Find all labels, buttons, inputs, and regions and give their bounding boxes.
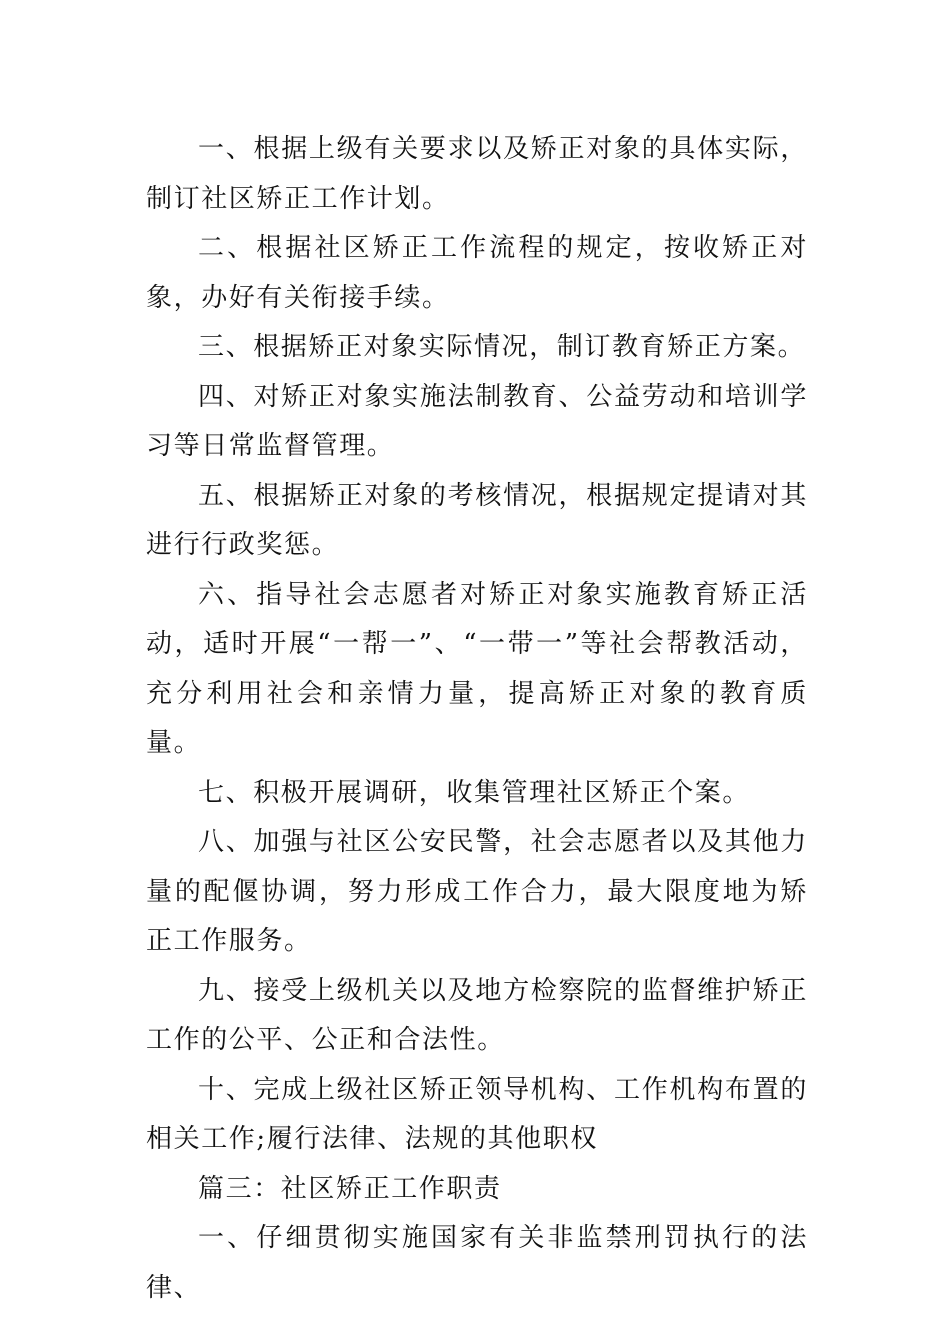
paragraph-6: 六、指导社会志愿者对矫正对象实施教育矫正活动，适时开展“一帮一”、“一带一”等社会帮教活动，充分利用社会和亲情力量，提高矫正对象的教育质量。 — [146, 579, 808, 758]
paragraph-5: 五、根据矫正对象的考核情况，根据规定提请对其进行行政奖惩。 — [146, 480, 808, 560]
paragraph-1: 一、根据上级有关要求以及矫正对象的具体实际，制订社区矫正工作计划。 — [146, 134, 808, 214]
paragraph-12: 一、仔细贯彻实施国家有关非监禁刑罚执行的法律、 — [146, 1223, 808, 1303]
paragraph-10: 十、完成上级社区矫正领导机构、工作机构布置的相关工作;履行法律、法规的其他职权 — [146, 1074, 808, 1154]
paragraph-9: 九、接受上级机关以及地方检察院的监督维护矫正工作的公平、公正和合法性。 — [146, 975, 808, 1055]
paragraph-4: 四、对矫正对象实施法制教育、公益劳动和培训学习等日常监督管理。 — [146, 381, 808, 461]
paragraph-3: 三、根据矫正对象实际情况，制订教育矫正方案。 — [198, 332, 806, 362]
document-body — [146, 125, 808, 1313]
paragraph-2: 二、根据社区矫正工作流程的规定，按收矫正对象，办好有关衔接手续。 — [146, 233, 808, 313]
section-heading: 篇三：社区矫正工作职责 — [198, 1173, 502, 1204]
paragraph-7: 七、积极开展调研，收集管理社区矫正个案。 — [198, 777, 751, 808]
paragraph-8: 八、加强与社区公安民警，社会志愿者以及其他力量的配偃协调，努力形成工作合力，最大限度地为矫正工作服务。 — [146, 827, 808, 956]
